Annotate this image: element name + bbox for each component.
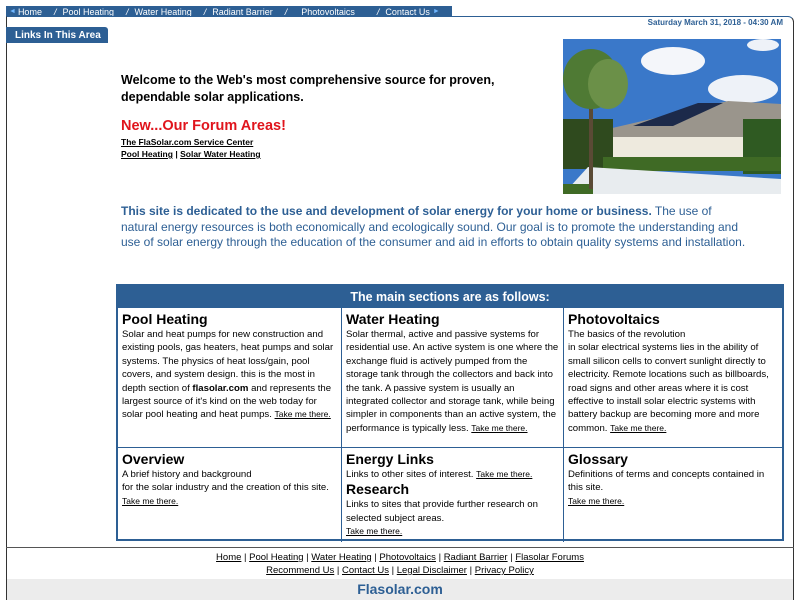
- forum-areas-title: New...Our Forum Areas!: [121, 118, 286, 134]
- current-date: Saturday March 31, 2018 - 04:30 AM: [647, 18, 783, 27]
- nav-separator: /: [203, 6, 207, 17]
- section-title: Energy Links: [346, 451, 434, 467]
- footer-sep: |: [371, 552, 380, 563]
- footer-sep: |: [241, 552, 250, 563]
- section-title: Pool Heating: [122, 311, 208, 327]
- pool-heating-take-me-there-link[interactable]: Take me there.: [274, 409, 331, 420]
- section-text: Links to sites that provide further research on selected subject areas.: [346, 499, 538, 524]
- section-title: Photovoltaics: [568, 311, 660, 327]
- main-sections-table: [116, 284, 784, 541]
- research-take-me-there-link[interactable]: Take me there.: [346, 526, 403, 537]
- intro-paragraph: [121, 204, 751, 251]
- footer-brand: Flasolar.com: [7, 579, 793, 600]
- footer-contact-link[interactable]: Contact Us: [342, 565, 389, 576]
- nav-home[interactable]: Home: [17, 6, 42, 17]
- nav-pool-heating[interactable]: Pool Heating: [62, 6, 115, 17]
- section-text: Solar and heat pumps for new construction and existing pools, gas heaters, heat pumps and solar systems. The physics of heat loss/gain, pool covers, and system design. this is the most in depth section of: [122, 329, 334, 394]
- section-water-heating: [342, 308, 564, 448]
- photovoltaics-take-me-there-link[interactable]: Take me there.: [610, 422, 667, 433]
- section-title: Glossary: [568, 451, 628, 467]
- footer-divider: [6, 547, 794, 548]
- section-text: The basics of the revolution: [568, 329, 686, 340]
- sections-heading: The main sections are as follows:: [118, 286, 782, 308]
- footer-sep: |: [466, 565, 475, 576]
- footer-legal-link[interactable]: Legal Disclaimer: [396, 565, 467, 576]
- section-title: Research: [346, 481, 410, 498]
- footer-sep: |: [334, 565, 342, 576]
- section-text: Definitions of terms and concepts contained in this site.: [568, 469, 765, 494]
- forum-solar-water-heating-link[interactable]: Solar Water Heating: [180, 149, 261, 159]
- nav-separator: /: [126, 6, 129, 17]
- nav-radiant-barrier[interactable]: Radiant Barrier: [212, 6, 273, 17]
- section-title: Overview: [122, 451, 185, 467]
- house-with-solar-panels-image: [563, 39, 781, 194]
- footer-row-1: [6, 551, 794, 564]
- service-center-link[interactable]: The FlaSolar.com Service Center: [121, 137, 254, 147]
- footer-sep: |: [507, 552, 516, 563]
- link-separator: |: [175, 149, 178, 159]
- site-name-bold: flasolar.com: [192, 382, 249, 394]
- footer-privacy-link[interactable]: Privacy Policy: [474, 565, 534, 576]
- section-text: and represents the largest source of it's kind on the web today for solar pool heating and heat pumps.: [122, 382, 332, 421]
- energy-links-take-me-there-link[interactable]: Take me there.: [476, 469, 533, 479]
- section-overview: [118, 448, 342, 542]
- footer-photovoltaics-link[interactable]: Photovoltaics: [379, 552, 436, 563]
- section-text: for the solar industry and the creation of this site.: [122, 482, 329, 494]
- nav-separator: /: [53, 6, 57, 17]
- section-title: Water Heating: [346, 311, 440, 327]
- footer-links: [6, 551, 794, 577]
- forum-links: [121, 136, 261, 160]
- left-arrow-icon: ◄: [9, 8, 16, 15]
- solar-house-photo: [563, 39, 781, 194]
- footer-radiant-barrier-link[interactable]: Radiant Barrier: [443, 552, 508, 563]
- right-arrow-icon: ►: [432, 8, 440, 15]
- forum-pool-heating-link[interactable]: Pool Heating: [121, 149, 173, 159]
- nav-separator: /: [376, 6, 380, 17]
- section-text: Solar thermal, active and passive systems for residential use. An active system is one where the exchange fluid is actively pumped from the storage tank through the collectors and back into the tank. A passive system is usually an integrated collector and storage tank, while being simpler in components than an active system, the performance is typically less.: [346, 329, 559, 434]
- section-photovoltaics: [564, 308, 782, 448]
- section-text: A brief history and background: [122, 469, 252, 480]
- footer-water-heating-link[interactable]: Water Heating: [311, 552, 372, 563]
- welcome-heading: Welcome to the Web's most comprehensive source for proven, dependable solar applications.: [121, 73, 495, 104]
- overview-take-me-there-link[interactable]: Take me there.: [122, 495, 179, 506]
- nav-water-heating[interactable]: Water Heating: [134, 6, 192, 17]
- footer-home-link[interactable]: Home: [216, 552, 242, 563]
- water-heating-take-me-there-link[interactable]: Take me there.: [471, 422, 528, 433]
- section-pool-heating: [118, 308, 342, 448]
- section-energy-links-research: [342, 448, 564, 542]
- section-text: in solar electrical systems lies in the ability of small silicon cells to convert sunlight directly to electricity. Remote locations such as billboards, road signs and other areas where it is cost effective to install solar electric systems with battery backup are becoming more and more common.: [568, 342, 769, 434]
- footer-sep: |: [389, 565, 397, 576]
- section-text: Links to other sites of interest.: [346, 469, 477, 480]
- intro-bold-text: This site is dedicated to the use and development of solar energy for your home or business.: [121, 204, 652, 218]
- footer-forums-link[interactable]: Flasolar Forums: [515, 552, 584, 563]
- glossary-take-me-there-link[interactable]: Take me there.: [568, 495, 625, 506]
- nav-separator: /: [284, 6, 288, 17]
- section-glossary: [564, 448, 782, 542]
- nav-contact-us[interactable]: Contact Us: [385, 6, 430, 17]
- footer-sep: |: [435, 552, 444, 563]
- footer-pool-heating-link[interactable]: Pool Heating: [249, 552, 304, 563]
- footer-sep: |: [303, 552, 312, 563]
- nav-photovoltaics[interactable]: Photovoltaics: [301, 6, 355, 17]
- footer-row-2: [6, 564, 794, 577]
- links-in-this-area-tab[interactable]: Links In This Area: [6, 27, 108, 43]
- intro-text: The use of natural energy resources is both economically and ecologically sound. Our goal is to promote the understanding and use of solar energy through the education of the consumer and aid in efforts to obtain quality systems and installation.: [121, 204, 746, 249]
- footer-recommend-link[interactable]: Recommend Us: [266, 565, 335, 576]
